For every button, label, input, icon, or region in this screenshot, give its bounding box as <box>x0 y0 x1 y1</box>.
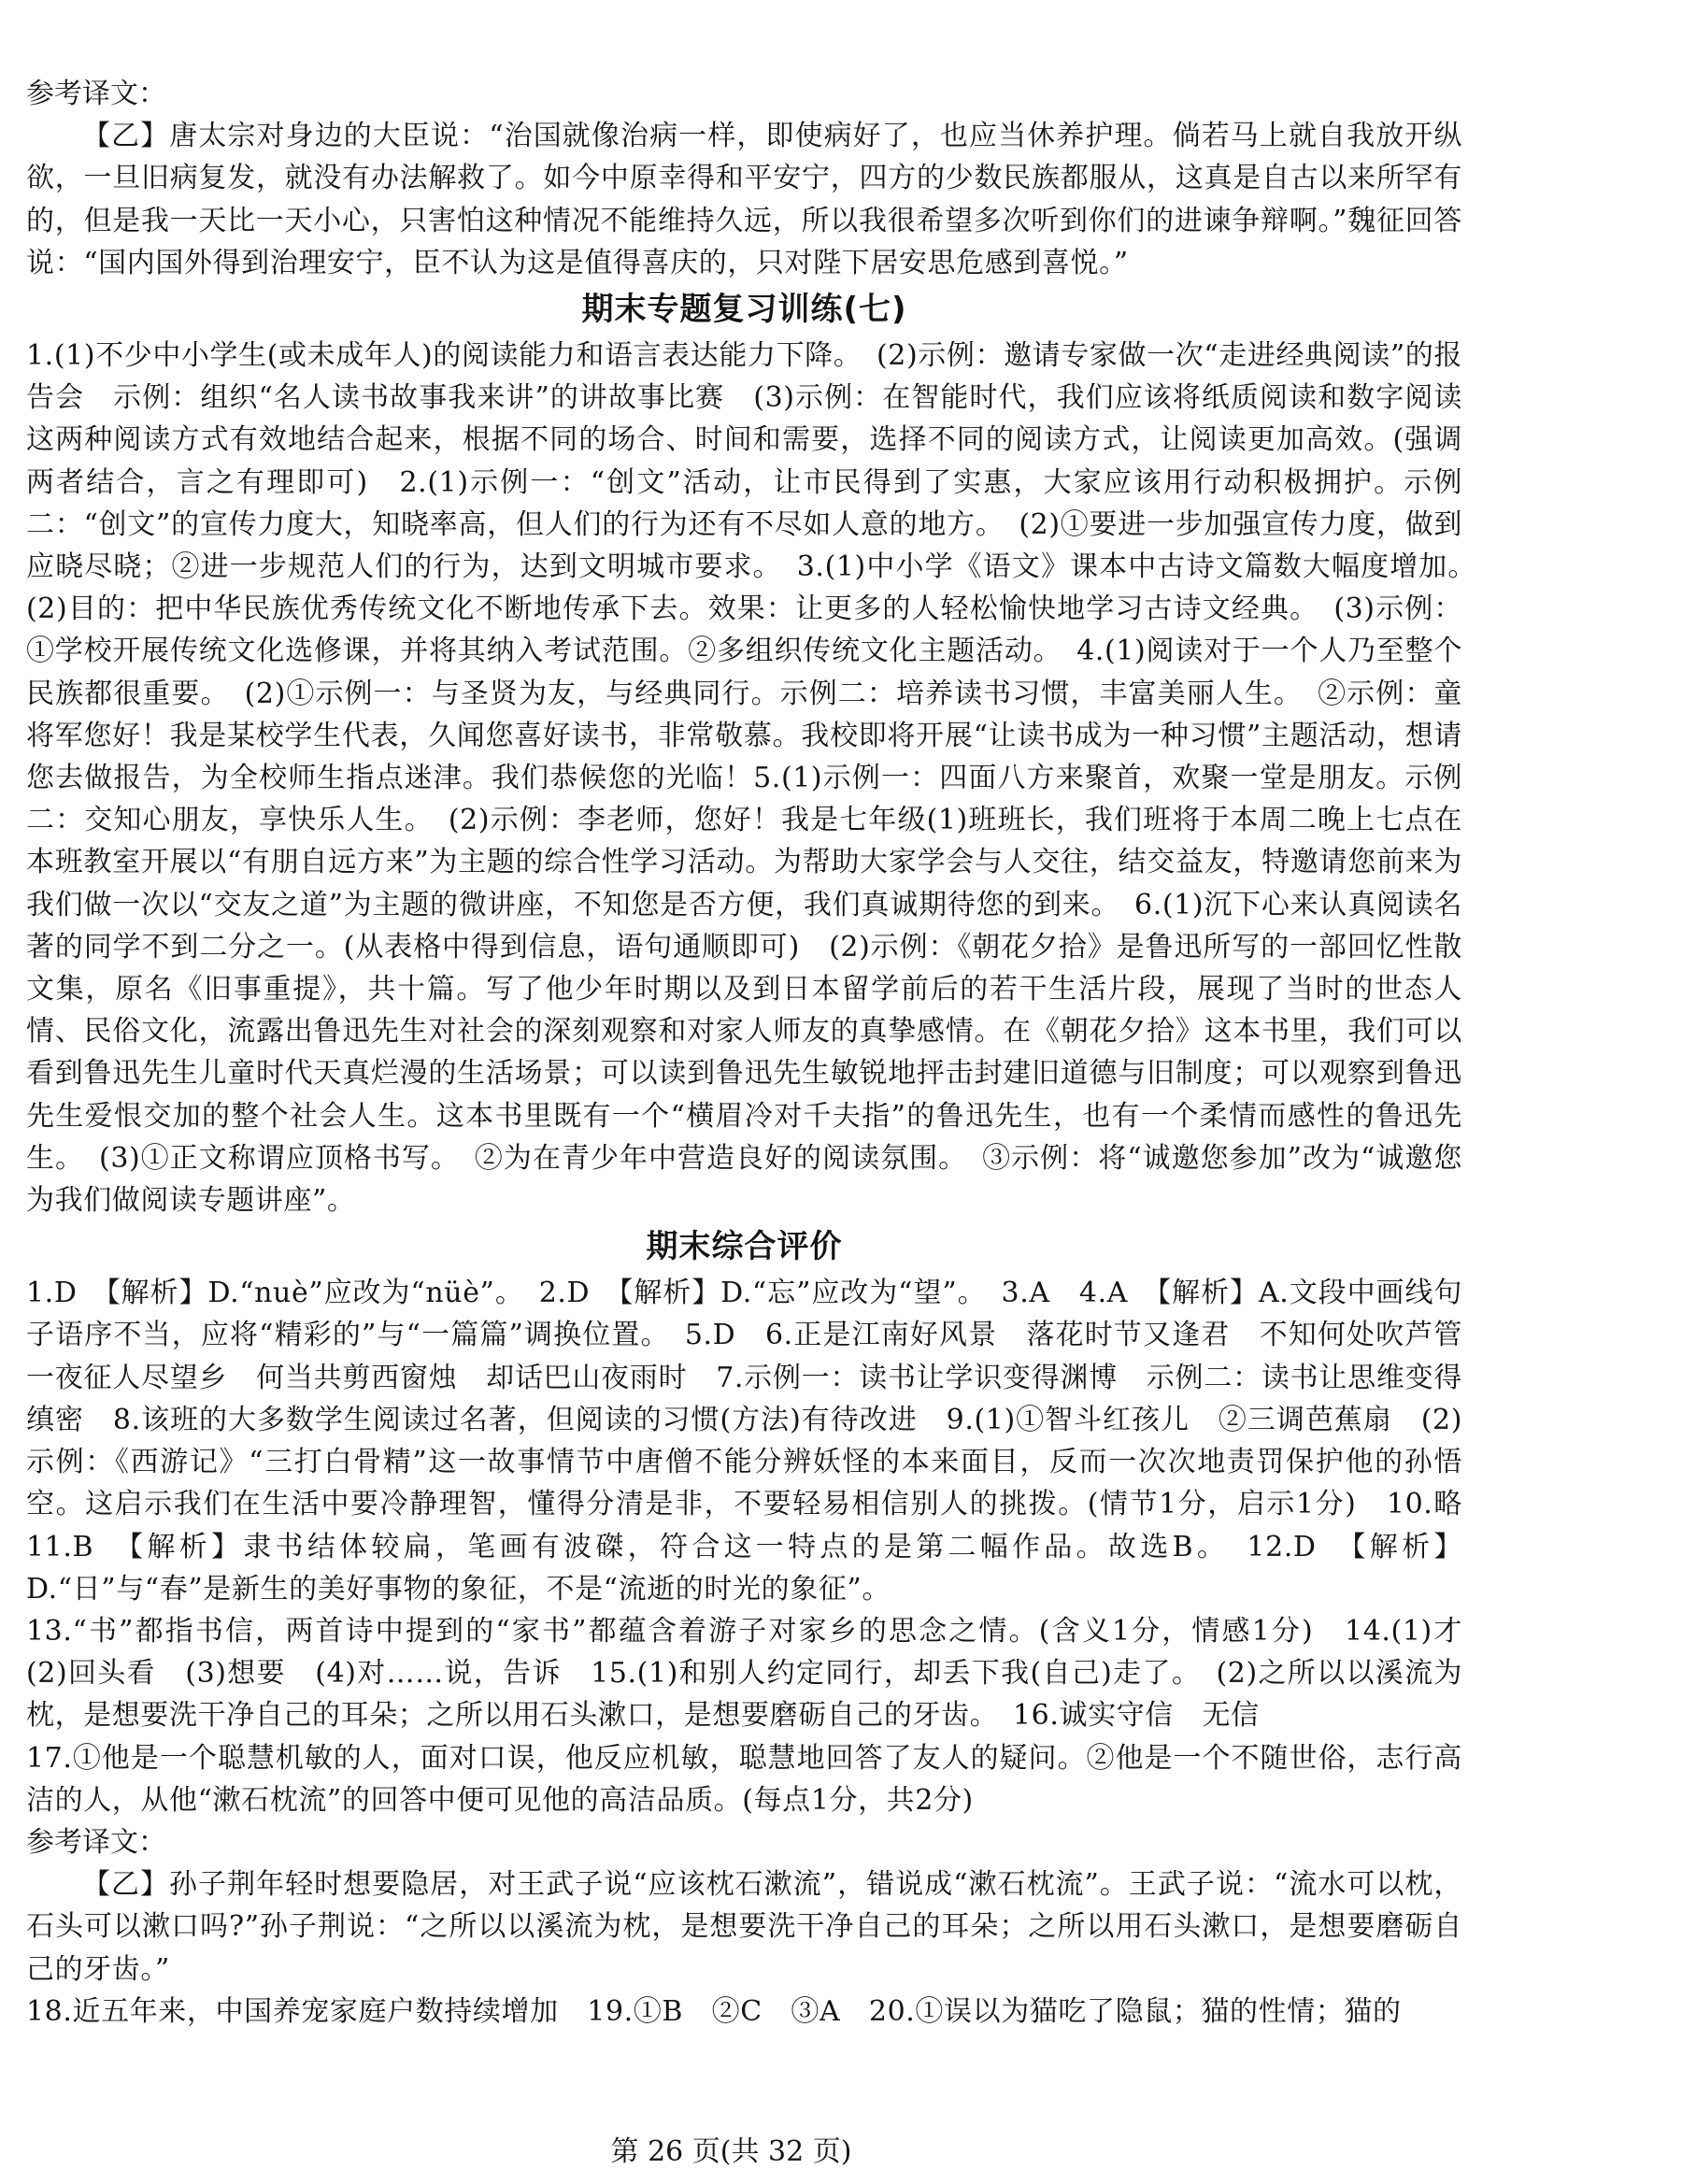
translation-paragraph: 【乙】孙子荆年轻时想要隐居，对王武子说“应该枕石漱流”，错说成“漱石枕流”。王武子说：“流水可以枕，石头可以漱口吗?”孙子荆说：“之所以以溪流为枕，是想要洗干净自己的耳朵；之所以用石头漱口，是想要磨砺自己的牙齿。” <box>26 1868 1462 1986</box>
section-heading: 期末综合评价 <box>646 1228 843 1266</box>
page-number: 第 26 页(共 32 页) <box>610 2135 852 2168</box>
answer-paragraph: 1.(1)不少中小学生(或未成年人)的阅读能力和语言表达能力下降。 (2)示例：邀请专家做一次“走进经典阅读”的报告会 示例：组织“名人读书故事我来讲”的讲故事比赛 (3)示例：在智能时代，我们应该将纸质阅读和数字阅读这两种阅读方式有效地结合起来，根据不同的场合、时间和需要，选择不同的阅读方式，让阅读更加高效。(强调两者结合，言之有理即可) 2.(1)示例一：“创文”活动，让市民得到了实惠，大家应该用行动积极拥护。示例二：“创文”的宣传力度大，知晓率高，但人们的行为还有不尽如人意的地方。 (2)①要进一步加强宣传力度，做到应晓尽晓；②进一步规范人们的行为，达到文明城市要求。 3.(1)中小学《语文》课本中古诗文篇数大幅度增加。 (2)目的：把中华民族优秀传统文化不断地传承下去。效果：让更多的人轻松愉快地学习古诗文经典。 (3)示例：①学校开展传统文化选修课，并将其纳入考试范围。②多组织传统文化主题活动。 4.(1)阅读对于一个人乃至整个民族都很重要。 (2)①示例一：与圣贤为友，与经典同行。示例二：培养读书习惯，丰富美丽人生。 ②示例：童将军您好！我是某校学生代表，久闻您喜好读书，非常敬慕。我校即将开展“让读书成为一种习惯”主题活动，想请您去做报告，为全校师生指点迷津。我们恭候您的光临！5.(1)示例一：四面八方来聚首，欢聚一堂是朋友。示例二：交知心朋友，享快乐人生。 (2)示例：李老师，您好！我是七年级(1)班班长，我们班将于本周二晚上七点在本班教室开展以“有朋自远方来”为主题的综合性学习活动。为帮助大家学会与人交往，结交益友，特邀请您前来为我们做一次以“交友之道”为主题的微讲座，不知您是否方便，我们真诚期待您的到来。 6.(1)沉下心来认真阅读名著的同学不到二分之一。(从表格中得到信息，语句通顺即可) (2)示例：《朝花夕拾》是鲁迅所写的一部回忆性散文集，原名《旧事重提》，共十篇。写了他少年时期以及到日本留学前后的若干生活片段，展现了当时的世态人情、民俗文化，流露出鲁迅先生对社会的深刻观察和对家人师友的真挚感情。在《朝花夕拾》这本书里，我们可以看到鲁迅先生儿童时代天真烂漫的生活场景；可以读到鲁迅先生敏锐地抨击封建旧道德与旧制度；可以观察到鲁迅先生爱恨交加的整个社会人生。这本书里既有一个“横眉冷对千夫指”的鲁迅先生，也有一个柔情而感性的鲁迅先生。 (3)①正文称谓应顶格书写。 ②为在青少年中营造良好的阅读氛围。 ③示例：将“诚邀您参加”改为“诚邀您为我们做阅读专题讲座”。 <box>26 339 1491 1218</box>
answer-paragraph: 13.“书”都指书信，两首诗中提到的“家书”都蕴含着游子对家乡的思念之情。(含义1分，情感1分) 14.(1)才 (2)回头看 (3)想要 (4)对……说，告诉 15.(1)和别人约定同行，却丢下我(自己)走了。 (2)之所以以溪流为枕，是想要洗干净自己的耳朵；之所以用石头漱口，是想要磨砺自己的牙齿。 16.诚实守信 无信 <box>26 1614 1491 1733</box>
translation-paragraph: 【乙】唐太宗对身边的大臣说：“治国就像治病一样，即使病好了，也应当休养护理。倘若马上就自我放开纵欲，一旦旧病复发，就没有办法解救了。如今中原幸得和平安宁，四方的少数民族都服从，这真是自古以来所罕有的，但是我一天比一天小心，只害怕这种情况不能维持久远，所以我很希望多次听到你们的进谏争辩啊。”魏征回答说：“国内国外得到治理安宁，臣不认为这是值得喜庆的，只对陛下居安思危感到喜悦。” <box>26 120 1462 279</box>
answer-paragraph: 1.D 【解析】D.“nuè”应改为“nüè”。 2.D 【解析】D.“忘”应改为“望”。 3.A 4.A 【解析】A.文段中画线句子语序不当，应将“精彩的”与“一篇篇”调换位置。 5.D 6.正是江南好风景 落花时节又逢君 不知何处吹芦管 一夜征人尽望乡 何当共剪西窗烛 却话巴山夜雨时 7.示例一：读书让学识变得渊博 示例二：读书让思维变得缜密 8.该班的大多数学生阅读过名著，但阅读的习惯(方法)有待改进 9.(1)①智斗红孩儿 ②三调芭蕉扇 (2)示例：《西游记》“三打白骨精”这一故事情节中唐僧不能分辨妖怪的本来面目，反而一次次地责罚保护他的孙悟空。这启示我们在生活中要冷静理智，懂得分清是非，不要轻易相信别人的挑拨。(情节1分，启示1分) 10.略 11.B 【解析】隶书结体较扁，笔画有波磔，符合这一特点的是第二幅作品。故选B。 12.D 【解析】D.“日”与“春”是新生的美好事物的象征，不是“流逝的时光的象征”。 <box>26 1277 1491 1606</box>
reference-translation-label: 参考译文： <box>26 78 166 110</box>
reference-translation-label: 参考译文： <box>26 1825 166 1859</box>
answer-paragraph: 17.①他是一个聪慧机敏的人，面对口误，他反应机敏，聪慧地回答了友人的疑问。②他是一个不随世俗，志行高洁的人，从他“漱石枕流”的回答中便可见他的高洁品质。(每点1分，共2分) <box>26 1741 1462 1817</box>
section-heading: 期末专题复习训练(七) <box>581 291 907 329</box>
answer-paragraph: 18.近五年来，中国养宠家庭户数持续增加 19.①B ②C ③A 20.①误以为猫吃了隐鼠；猫的性情；猫的 <box>26 1994 1402 2028</box>
